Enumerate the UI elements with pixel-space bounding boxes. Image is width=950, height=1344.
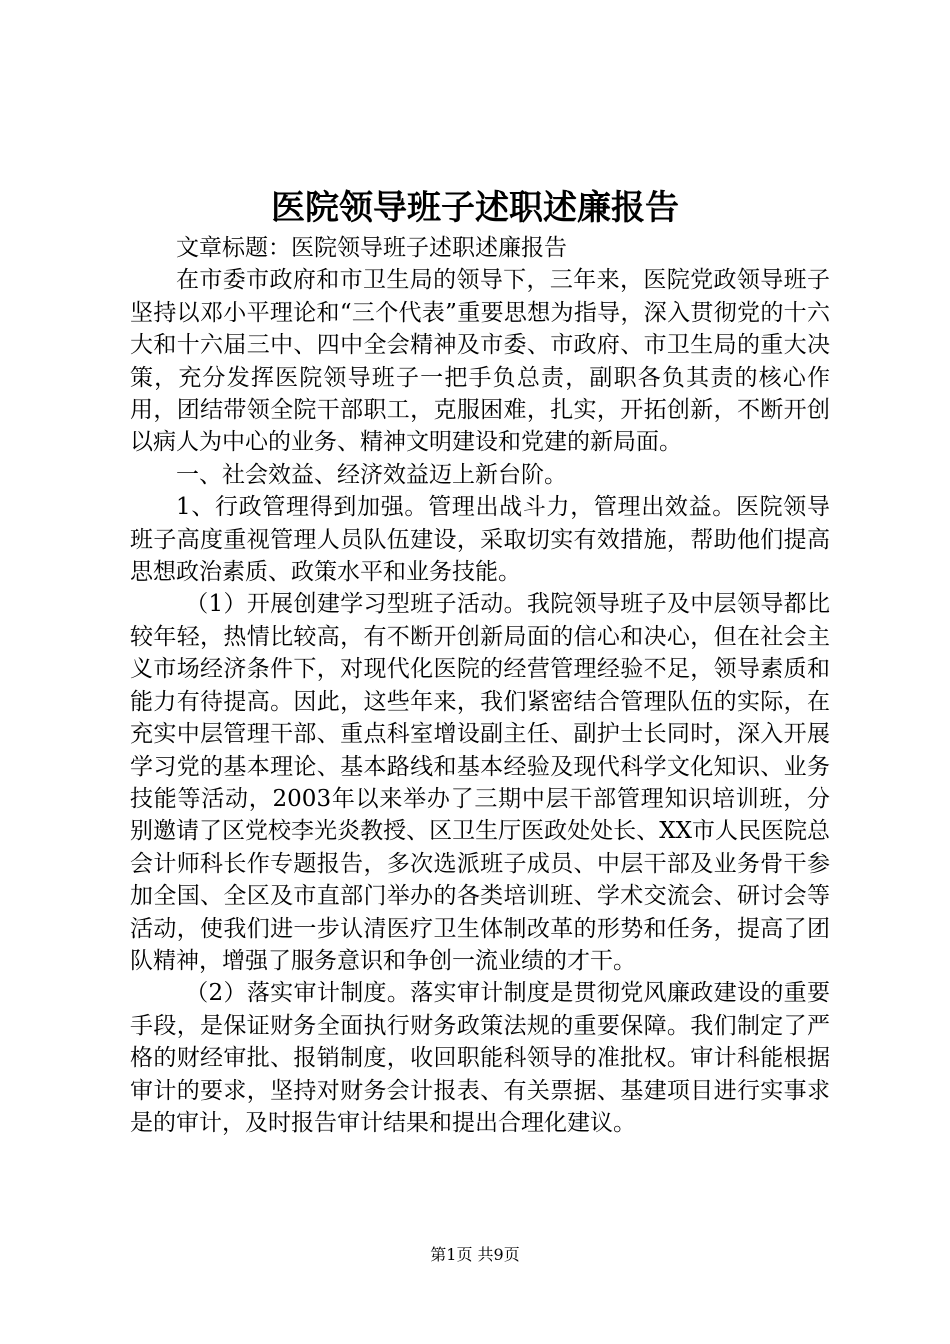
paragraph-intro: 在市委市政府和市卫生局的领导下，三年来，医院党政领导班子坚持以邓小平理论和“三个代表”重要思想为指导，深入贯彻党的十六大和十六届三中、四中全会精神及市委、市政府、市卫生局的重大决策，充分发挥医院领导班子一把手负总责，副职各负其责的核心作用，团结带领全院干部职工，克服困难，扎实，开拓创新，不断开创以病人为中心的业务、精神文明建设和党建的新局面。 [130, 267, 830, 456]
document-title: 医院领导班子述职述廉报告 [271, 188, 679, 228]
article-title-line: 文章标题：医院领导班子述职述廉报告 [176, 235, 567, 261]
paragraph-audit: （2）落实审计制度。落实审计制度是贯彻党风廉政建设的重要手段，是保证财务全面执行财务政策法规的重要保障。我们制定了严格的财经审批、报销制度，收回职能科领导的准批权。审计科能根据审计的要求，坚持对财务会计报表、有关票据、基建项目进行实事求是的审计，及时报告审计结果和提出合理化建议。 [130, 980, 830, 1136]
paragraph-learning: （1）开展创建学习型班子活动。我院领导班子及中层领导都比较年轻，热情比较高，有不断开创新局面的信心和决心，但在社会主义市场经济条件下，对现代化医院的经营管理经验不足，领导素质和能力有待提高。因此，这些年来，我们紧密结合管理队伍的实际，在充实中层管理干部、重点科室增设副主任、副护士长同时，深入开展学习党的基本理论、基本路线和基本经验及现代科学文化知识、业务技能等活动，2003年以来举办了三期中层干部管理知识培训班，分别邀请了区党校李光炎教授、区卫生厅医政处处长、XX市人民医院总会计师科长作专题报告，多次选派班子成员、中层干部及业务骨干参加全国、全区及市直部门举办的各类培训班、学术交流会、研讨会等活动，使我们进一步认清医疗卫生体制改革的形势和任务，提高了团队精神，增强了服务意识和争创一流业绩的才干。 [130, 591, 830, 974]
paragraph-admin: 1、行政管理得到加强。管理出战斗力，管理出效益。医院领导班子高度重视管理人员队伍建设，采取切实有效措施，帮助他们提高思想政治素质、政策水平和业务技能。 [130, 494, 830, 586]
document-body [130, 232, 830, 1139]
section-heading: 一、社会效益、经济效益迈上新台阶。 [176, 461, 567, 488]
page-number: 第1页 共9页 [430, 1245, 520, 1264]
